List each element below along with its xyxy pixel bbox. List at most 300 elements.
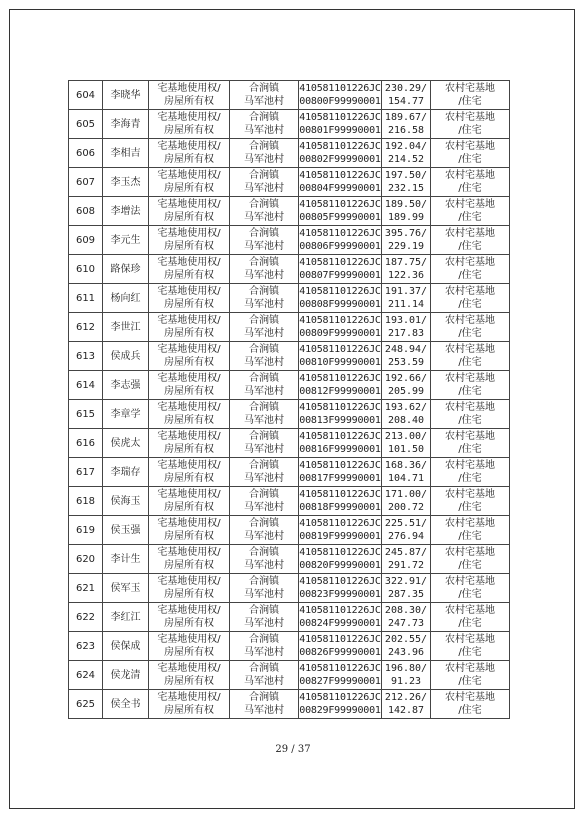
cell-area <box>382 168 431 197</box>
cell-right-type-line: 房屋所有权 <box>164 560 214 571</box>
cell-right-type-line: 房屋所有权 <box>164 531 214 542</box>
cell-unit-code-line: 410581101226JC <box>299 315 381 326</box>
cell-unit-code <box>299 458 382 487</box>
cell-usage-line: 农村宅基地 <box>445 431 495 442</box>
cell-usage-line: /住宅 <box>458 328 482 339</box>
records-table <box>68 80 510 719</box>
cell-usage-line: 农村宅基地 <box>445 692 495 703</box>
cell-location-line: 合涧镇 <box>249 518 279 529</box>
cell-right-type-line: 房屋所有权 <box>164 212 214 223</box>
cell-location-line: 合涧镇 <box>249 373 279 384</box>
cell-right-type-line: 宅基地使用权/ <box>157 518 221 529</box>
cell-unit-code-line: 00808F99990001 <box>299 299 381 310</box>
cell-right-type <box>149 255 230 284</box>
cell-usage <box>431 255 510 284</box>
cell-unit-code-line: 410581101226JC <box>299 402 381 413</box>
cell-right-type-line: 宅基地使用权/ <box>157 286 221 297</box>
cell-owner-name: 李志强 <box>103 371 149 400</box>
table-row <box>69 429 510 458</box>
cell-location-line: 马军池村 <box>244 299 284 310</box>
page-number: 29 / 37 <box>275 744 311 755</box>
cell-owner-name: 侯成兵 <box>103 342 149 371</box>
cell-location-line: 马军池村 <box>244 676 284 687</box>
cell-unit-code-line: 00823F99990001 <box>299 589 381 600</box>
cell-location-line: 合涧镇 <box>249 489 279 500</box>
cell-location-line: 马军池村 <box>244 183 284 194</box>
cell-right-type <box>149 168 230 197</box>
cell-area-line: 189.99 <box>387 212 425 223</box>
cell-usage-line: /住宅 <box>458 386 482 397</box>
cell-location-line: 合涧镇 <box>249 402 279 413</box>
cell-unit-code <box>299 487 382 516</box>
cell-area-line: 395.76/ <box>384 228 428 239</box>
cell-owner-name: 侯保成 <box>103 632 149 661</box>
cell-area-line: 225.51/ <box>384 518 428 529</box>
cell-location <box>230 139 299 168</box>
cell-location-line: 合涧镇 <box>249 170 279 181</box>
cell-location <box>230 574 299 603</box>
cell-right-type <box>149 661 230 690</box>
cell-owner-name: 李元生 <box>103 226 149 255</box>
cell-right-type <box>149 690 230 719</box>
cell-area-line: 171.00/ <box>384 489 428 500</box>
cell-location <box>230 632 299 661</box>
cell-area-line: 101.50 <box>387 444 425 455</box>
cell-owner-name: 杨向红 <box>103 284 149 313</box>
cell-area <box>382 139 431 168</box>
cell-usage-line: /住宅 <box>458 183 482 194</box>
cell-right-type-line: 房屋所有权 <box>164 96 214 107</box>
cell-right-type <box>149 139 230 168</box>
cell-unit-code-line: 00813F99990001 <box>299 415 381 426</box>
cell-area-line: 187.75/ <box>384 257 428 268</box>
cell-area <box>382 342 431 371</box>
cell-right-type <box>149 458 230 487</box>
cell-right-type-line: 宅基地使用权/ <box>157 431 221 442</box>
cell-right-type <box>149 400 230 429</box>
table-row <box>69 284 510 313</box>
cell-usage-line: 农村宅基地 <box>445 489 495 500</box>
cell-number: 606 <box>69 139 103 168</box>
cell-location <box>230 284 299 313</box>
cell-usage <box>431 690 510 719</box>
cell-location-line: 合涧镇 <box>249 431 279 442</box>
cell-unit-code-line: 00807F99990001 <box>299 270 381 281</box>
cell-location <box>230 197 299 226</box>
cell-unit-code-line: 00824F99990001 <box>299 618 381 629</box>
cell-unit-code <box>299 661 382 690</box>
cell-location-line: 合涧镇 <box>249 576 279 587</box>
cell-number: 623 <box>69 632 103 661</box>
cell-area-line: 253.59 <box>387 357 425 368</box>
cell-unit-code <box>299 516 382 545</box>
cell-location <box>230 487 299 516</box>
cell-usage <box>431 110 510 139</box>
cell-unit-code-line: 00805F99990001 <box>299 212 381 223</box>
cell-area-line: 208.40 <box>387 415 425 426</box>
cell-number: 619 <box>69 516 103 545</box>
cell-right-type-line: 房屋所有权 <box>164 241 214 252</box>
cell-unit-code-line: 00804F99990001 <box>299 183 381 194</box>
cell-owner-name: 李晓华 <box>103 81 149 110</box>
cell-right-type-line: 宅基地使用权/ <box>157 199 221 210</box>
cell-usage <box>431 284 510 313</box>
cell-usage-line: /住宅 <box>458 96 482 107</box>
cell-right-type-line: 宅基地使用权/ <box>157 634 221 645</box>
cell-location-line: 合涧镇 <box>249 460 279 471</box>
cell-right-type <box>149 632 230 661</box>
cell-area <box>382 400 431 429</box>
cell-owner-name: 路保珍 <box>103 255 149 284</box>
cell-right-type-line: 房屋所有权 <box>164 415 214 426</box>
cell-location-line: 合涧镇 <box>249 286 279 297</box>
cell-usage <box>431 400 510 429</box>
cell-unit-code-line: 410581101226JC <box>299 83 381 94</box>
cell-right-type <box>149 226 230 255</box>
table-row <box>69 226 510 255</box>
cell-number: 624 <box>69 661 103 690</box>
cell-usage-line: 农村宅基地 <box>445 315 495 326</box>
cell-unit-code <box>299 400 382 429</box>
cell-location <box>230 516 299 545</box>
cell-right-type-line: 宅基地使用权/ <box>157 112 221 123</box>
cell-owner-name: 李瑞存 <box>103 458 149 487</box>
cell-unit-code-line: 00812F99990001 <box>299 386 381 397</box>
cell-location <box>230 313 299 342</box>
cell-area-line: 230.29/ <box>384 83 428 94</box>
cell-unit-code <box>299 110 382 139</box>
cell-unit-code <box>299 139 382 168</box>
cell-number: 616 <box>69 429 103 458</box>
cell-unit-code-line: 410581101226JC <box>299 228 381 239</box>
cell-unit-code-line: 410581101226JC <box>299 489 381 500</box>
cell-unit-code-line: 410581101226JC <box>299 547 381 558</box>
cell-usage-line: 农村宅基地 <box>445 228 495 239</box>
cell-unit-code <box>299 574 382 603</box>
cell-usage-line: 农村宅基地 <box>445 460 495 471</box>
cell-usage-line: 农村宅基地 <box>445 663 495 674</box>
cell-unit-code-line: 00816F99990001 <box>299 444 381 455</box>
cell-area-line: 192.04/ <box>384 141 428 152</box>
cell-usage-line: 农村宅基地 <box>445 286 495 297</box>
cell-owner-name: 李计生 <box>103 545 149 574</box>
cell-location <box>230 226 299 255</box>
cell-area-line: 212.26/ <box>384 692 428 703</box>
cell-right-type-line: 房屋所有权 <box>164 125 214 136</box>
cell-usage-line: /住宅 <box>458 618 482 629</box>
cell-unit-code-line: 00827F99990001 <box>299 676 381 687</box>
cell-number: 620 <box>69 545 103 574</box>
cell-area <box>382 458 431 487</box>
cell-usage-line: /住宅 <box>458 241 482 252</box>
cell-usage-line: 农村宅基地 <box>445 83 495 94</box>
cell-unit-code-line: 00826F99990001 <box>299 647 381 658</box>
cell-unit-code <box>299 284 382 313</box>
cell-number: 604 <box>69 81 103 110</box>
cell-unit-code-line: 410581101226JC <box>299 199 381 210</box>
cell-unit-code-line: 410581101226JC <box>299 112 381 123</box>
cell-number: 617 <box>69 458 103 487</box>
cell-unit-code-line: 00806F99990001 <box>299 241 381 252</box>
cell-usage-line: /住宅 <box>458 560 482 571</box>
table-row <box>69 168 510 197</box>
cell-area-line: 276.94 <box>387 531 425 542</box>
cell-number: 625 <box>69 690 103 719</box>
cell-area-line: 154.77 <box>387 96 425 107</box>
table-row <box>69 255 510 284</box>
table-row <box>69 603 510 632</box>
cell-right-type-line: 宅基地使用权/ <box>157 605 221 616</box>
cell-unit-code-line: 410581101226JC <box>299 518 381 529</box>
cell-usage-line: /住宅 <box>458 444 482 455</box>
cell-unit-code-line: 00817F99990001 <box>299 473 381 484</box>
cell-owner-name: 李世江 <box>103 313 149 342</box>
cell-area-line: 168.36/ <box>384 460 428 471</box>
cell-unit-code <box>299 226 382 255</box>
table-row <box>69 632 510 661</box>
cell-usage-line: /住宅 <box>458 705 482 716</box>
cell-number: 607 <box>69 168 103 197</box>
cell-owner-name: 李红江 <box>103 603 149 632</box>
cell-unit-code-line: 410581101226JC <box>299 257 381 268</box>
cell-location <box>230 661 299 690</box>
cell-area <box>382 197 431 226</box>
cell-usage-line: /住宅 <box>458 502 482 513</box>
cell-location-line: 合涧镇 <box>249 83 279 94</box>
cell-usage-line: /住宅 <box>458 270 482 281</box>
table-row <box>69 487 510 516</box>
cell-usage-line: 农村宅基地 <box>445 199 495 210</box>
cell-right-type <box>149 545 230 574</box>
cell-number: 605 <box>69 110 103 139</box>
cell-number: 610 <box>69 255 103 284</box>
cell-location-line: 合涧镇 <box>249 692 279 703</box>
cell-unit-code-line: 410581101226JC <box>299 286 381 297</box>
cell-usage <box>431 429 510 458</box>
cell-right-type-line: 房屋所有权 <box>164 647 214 658</box>
cell-area-line: 243.96 <box>387 647 425 658</box>
cell-unit-code-line: 00820F99990001 <box>299 560 381 571</box>
cell-unit-code-line: 410581101226JC <box>299 170 381 181</box>
cell-owner-name: 侯海玉 <box>103 487 149 516</box>
cell-owner-name: 侯全书 <box>103 690 149 719</box>
cell-right-type-line: 房屋所有权 <box>164 589 214 600</box>
cell-usage-line: /住宅 <box>458 676 482 687</box>
cell-area-line: 122.36 <box>387 270 425 281</box>
cell-area-line: 197.50/ <box>384 170 428 181</box>
cell-location-line: 合涧镇 <box>249 257 279 268</box>
cell-unit-code-line: 410581101226JC <box>299 344 381 355</box>
cell-location-line: 马军池村 <box>244 154 284 165</box>
cell-right-type <box>149 574 230 603</box>
cell-location-line: 合涧镇 <box>249 315 279 326</box>
cell-usage <box>431 371 510 400</box>
cell-area-line: 214.52 <box>387 154 425 165</box>
cell-right-type-line: 房屋所有权 <box>164 270 214 281</box>
cell-right-type-line: 宅基地使用权/ <box>157 257 221 268</box>
cell-area-line: 216.58 <box>387 125 425 136</box>
cell-location-line: 马军池村 <box>244 357 284 368</box>
cell-unit-code <box>299 313 382 342</box>
cell-location-line: 合涧镇 <box>249 344 279 355</box>
table-row <box>69 371 510 400</box>
cell-location-line: 马军池村 <box>244 473 284 484</box>
cell-area <box>382 690 431 719</box>
table-row <box>69 545 510 574</box>
cell-owner-name: 李增法 <box>103 197 149 226</box>
cell-area <box>382 255 431 284</box>
cell-usage-line: 农村宅基地 <box>445 634 495 645</box>
cell-usage <box>431 197 510 226</box>
cell-usage <box>431 342 510 371</box>
cell-area-line: 196.80/ <box>384 663 428 674</box>
cell-usage-line: /住宅 <box>458 154 482 165</box>
cell-unit-code-line: 410581101226JC <box>299 460 381 471</box>
cell-location-line: 合涧镇 <box>249 112 279 123</box>
cell-usage-line: 农村宅基地 <box>445 112 495 123</box>
cell-usage <box>431 226 510 255</box>
cell-area-line: 193.01/ <box>384 315 428 326</box>
cell-location-line: 合涧镇 <box>249 141 279 152</box>
cell-right-type <box>149 342 230 371</box>
cell-area-line: 205.99 <box>387 386 425 397</box>
cell-usage-line: /住宅 <box>458 473 482 484</box>
cell-area <box>382 545 431 574</box>
cell-area <box>382 371 431 400</box>
table-row <box>69 110 510 139</box>
cell-location-line: 马军池村 <box>244 386 284 397</box>
table-row <box>69 139 510 168</box>
cell-unit-code <box>299 603 382 632</box>
cell-right-type-line: 宅基地使用权/ <box>157 489 221 500</box>
cell-area-line: 232.15 <box>387 183 425 194</box>
cell-unit-code-line: 410581101226JC <box>299 634 381 645</box>
cell-location <box>230 603 299 632</box>
cell-number: 614 <box>69 371 103 400</box>
cell-unit-code-line: 00800F99990001 <box>299 96 381 107</box>
cell-owner-name: 李章学 <box>103 400 149 429</box>
cell-area-line: 91.23 <box>390 676 422 687</box>
cell-area-line: 208.30/ <box>384 605 428 616</box>
cell-usage-line: /住宅 <box>458 212 482 223</box>
cell-right-type-line: 宅基地使用权/ <box>157 141 221 152</box>
cell-area-line: 104.71 <box>387 473 425 484</box>
cell-right-type-line: 宅基地使用权/ <box>157 576 221 587</box>
cell-location <box>230 458 299 487</box>
cell-location-line: 马军池村 <box>244 125 284 136</box>
cell-location-line: 马军池村 <box>244 212 284 223</box>
cell-owner-name: 侯虎太 <box>103 429 149 458</box>
cell-location-line: 马军池村 <box>244 328 284 339</box>
cell-usage <box>431 632 510 661</box>
cell-usage-line: /住宅 <box>458 531 482 542</box>
table-row <box>69 516 510 545</box>
cell-area-line: 189.50/ <box>384 199 428 210</box>
cell-area <box>382 110 431 139</box>
cell-right-type-line: 房屋所有权 <box>164 154 214 165</box>
cell-owner-name: 李玉杰 <box>103 168 149 197</box>
cell-usage <box>431 603 510 632</box>
cell-usage-line: 农村宅基地 <box>445 344 495 355</box>
cell-location-line: 马军池村 <box>244 241 284 252</box>
cell-area-line: 193.62/ <box>384 402 428 413</box>
cell-location-line: 马军池村 <box>244 647 284 658</box>
records-body <box>69 81 510 719</box>
cell-area <box>382 81 431 110</box>
cell-location-line: 合涧镇 <box>249 547 279 558</box>
cell-right-type-line: 宅基地使用权/ <box>157 402 221 413</box>
cell-usage <box>431 516 510 545</box>
cell-owner-name: 侯军玉 <box>103 574 149 603</box>
cell-number: 613 <box>69 342 103 371</box>
cell-right-type-line: 宅基地使用权/ <box>157 460 221 471</box>
cell-area-line: 191.37/ <box>384 286 428 297</box>
cell-number: 611 <box>69 284 103 313</box>
cell-right-type <box>149 371 230 400</box>
table-row <box>69 342 510 371</box>
cell-right-type-line: 宅基地使用权/ <box>157 83 221 94</box>
cell-unit-code-line: 00810F99990001 <box>299 357 381 368</box>
cell-area-line: 192.66/ <box>384 373 428 384</box>
cell-area-line: 291.72 <box>387 560 425 571</box>
cell-usage-line: 农村宅基地 <box>445 576 495 587</box>
cell-area <box>382 226 431 255</box>
cell-usage-line: 农村宅基地 <box>445 518 495 529</box>
cell-location <box>230 429 299 458</box>
cell-unit-code-line: 410581101226JC <box>299 692 381 703</box>
cell-location-line: 马军池村 <box>244 270 284 281</box>
cell-usage <box>431 487 510 516</box>
cell-right-type-line: 房屋所有权 <box>164 618 214 629</box>
cell-location <box>230 342 299 371</box>
cell-usage-line: 农村宅基地 <box>445 257 495 268</box>
cell-area <box>382 632 431 661</box>
cell-usage-line: /住宅 <box>458 299 482 310</box>
cell-unit-code <box>299 690 382 719</box>
cell-area-line: 322.91/ <box>384 576 428 587</box>
cell-location-line: 马军池村 <box>244 531 284 542</box>
cell-location-line: 马军池村 <box>244 502 284 513</box>
cell-usage <box>431 545 510 574</box>
cell-area <box>382 603 431 632</box>
cell-right-type-line: 宅基地使用权/ <box>157 170 221 181</box>
cell-unit-code-line: 00809F99990001 <box>299 328 381 339</box>
cell-usage-line: /住宅 <box>458 589 482 600</box>
cell-usage <box>431 139 510 168</box>
cell-area-line: 200.72 <box>387 502 425 513</box>
cell-usage <box>431 574 510 603</box>
cell-location-line: 马军池村 <box>244 444 284 455</box>
table-row <box>69 690 510 719</box>
cell-right-type-line: 房屋所有权 <box>164 357 214 368</box>
cell-usage-line: /住宅 <box>458 415 482 426</box>
cell-location-line: 马军池村 <box>244 618 284 629</box>
cell-unit-code-line: 410581101226JC <box>299 431 381 442</box>
cell-usage-line: /住宅 <box>458 125 482 136</box>
cell-usage <box>431 458 510 487</box>
cell-right-type <box>149 81 230 110</box>
cell-location-line: 马军池村 <box>244 96 284 107</box>
cell-area-line: 248.94/ <box>384 344 428 355</box>
cell-unit-code <box>299 545 382 574</box>
cell-right-type-line: 房屋所有权 <box>164 676 214 687</box>
cell-usage <box>431 81 510 110</box>
cell-number: 622 <box>69 603 103 632</box>
cell-location-line: 马军池村 <box>244 560 284 571</box>
table-row <box>69 400 510 429</box>
cell-owner-name: 李相吉 <box>103 139 149 168</box>
cell-right-type <box>149 110 230 139</box>
